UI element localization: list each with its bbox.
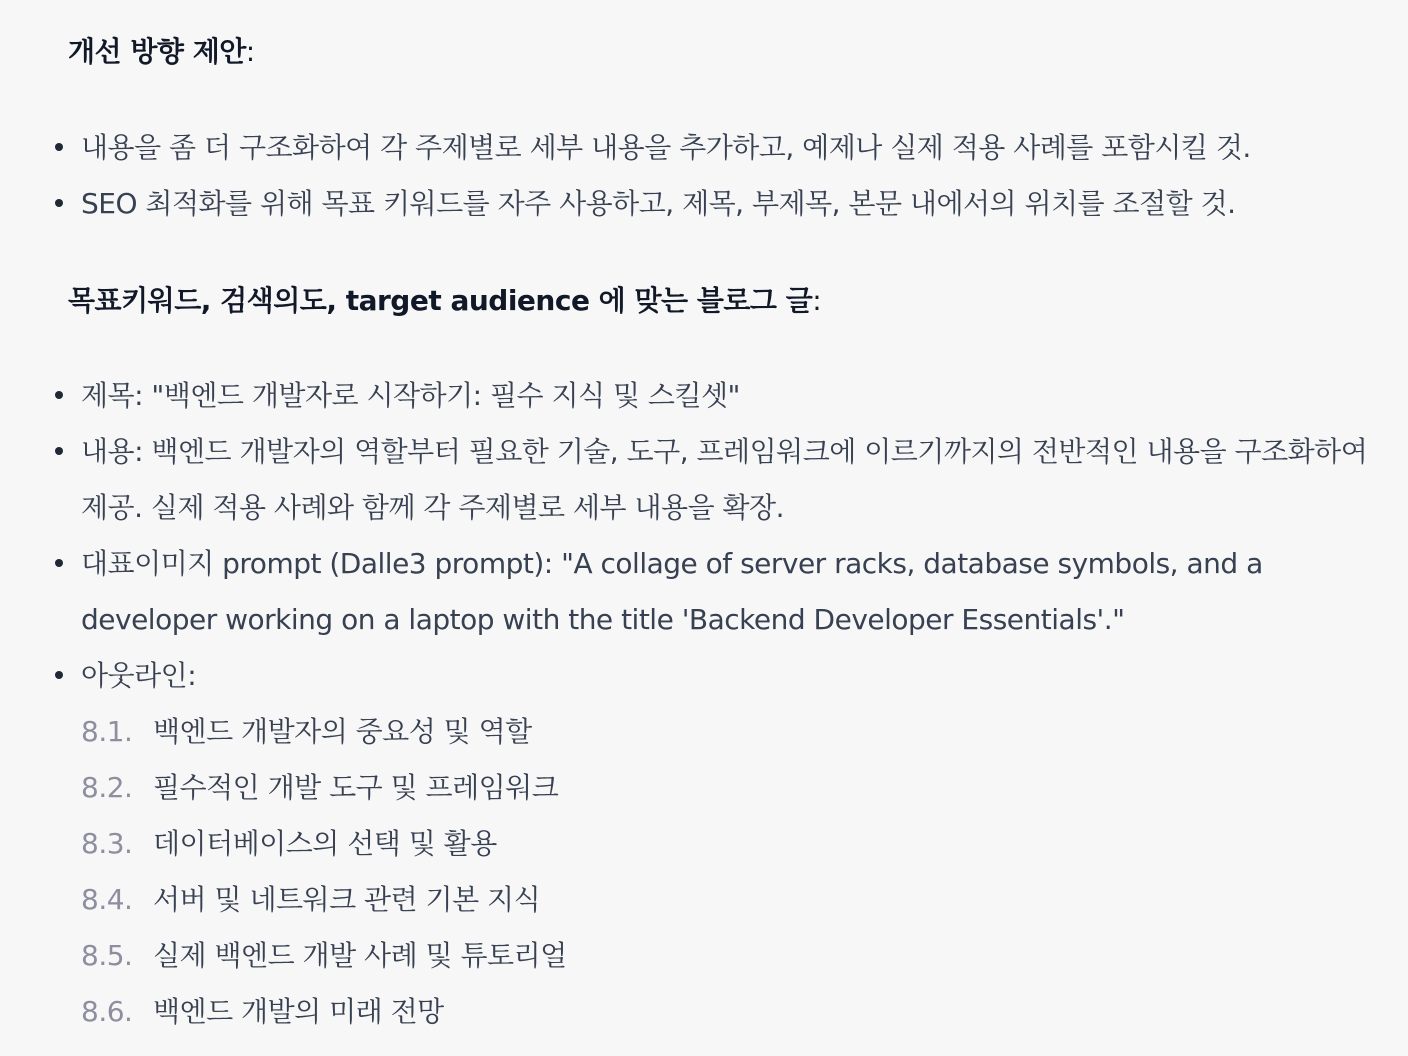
outline-item [81, 984, 567, 1040]
outline-list [81, 704, 567, 1040]
list-item-text: 내용을 좀 더 구조화하여 각 주제별로 세부 내용을 추가하고, 예제나 실제 적용 사례를 포함시킬 것. [81, 131, 1251, 164]
bullet-icon [55, 559, 63, 567]
outline-number: 8.4. [81, 883, 133, 916]
bullet-icon [55, 143, 63, 151]
outline-number: 8.1. [81, 715, 133, 748]
outline-item [81, 816, 567, 872]
outline-text: 데이터베이스의 선택 및 활용 [153, 827, 497, 860]
outline-number: 8.6. [81, 995, 133, 1028]
outline-text: 서버 및 네트워크 관련 기본 지식 [153, 883, 541, 916]
improvement-list [0, 120, 1251, 232]
bullet-icon [55, 199, 63, 207]
list-item-text: 대표이미지 prompt (Dalle3 prompt): "A collage of server racks, database symbols, and a developer working on a laptop with the title 'Backend Developer Essentials'." [81, 547, 1263, 636]
list-item [0, 648, 1381, 704]
blog-post-heading [68, 279, 821, 319]
outline-item [81, 928, 567, 984]
list-item [0, 424, 1381, 536]
outline-number: 8.3. [81, 827, 133, 860]
improvement-heading-text: 개선 방향 제안 [68, 35, 246, 68]
outline-number: 8.2. [81, 771, 133, 804]
list-item [0, 176, 1251, 232]
blog-post-heading-colon: : [812, 284, 822, 317]
outline-item [81, 704, 567, 760]
blog-post-heading-text: 목표키워드, 검색의도, target audience 에 맞는 블로그 글 [68, 284, 813, 317]
outline-text: 백엔드 개발자의 중요성 및 역할 [153, 715, 532, 748]
list-item-text: 내용: 백엔드 개발자의 역할부터 필요한 기술, 도구, 프레임워크에 이르기까지의 전반적인 내용을 구조화하여 제공. 실제 적용 사례와 함께 각 주제별로 세부 내용을 확장. [81, 435, 1368, 524]
list-item-text: SEO 최적화를 위해 목표 키워드를 자주 사용하고, 제목, 부제목, 본문 내에서의 위치를 조절할 것. [81, 187, 1236, 220]
outline-number: 8.5. [81, 939, 133, 972]
list-item [0, 120, 1251, 176]
list-item-text: 아웃라인: [81, 659, 197, 692]
outline-item [81, 760, 567, 816]
list-item [0, 368, 1381, 424]
blog-post-list [0, 368, 1381, 704]
list-item-text: 제목: "백엔드 개발자로 시작하기: 필수 지식 및 스킬셋" [81, 379, 740, 412]
outline-text: 필수적인 개발 도구 및 프레임워크 [153, 771, 559, 804]
bullet-icon [55, 447, 63, 455]
improvement-heading [68, 30, 255, 70]
improvement-heading-colon: : [245, 35, 255, 68]
bullet-icon [55, 671, 63, 679]
outline-text: 실제 백엔드 개발 사례 및 튜토리얼 [153, 939, 567, 972]
bullet-icon [55, 391, 63, 399]
list-item [0, 536, 1381, 648]
outline-item [81, 872, 567, 928]
outline-text: 백엔드 개발의 미래 전망 [153, 995, 444, 1028]
